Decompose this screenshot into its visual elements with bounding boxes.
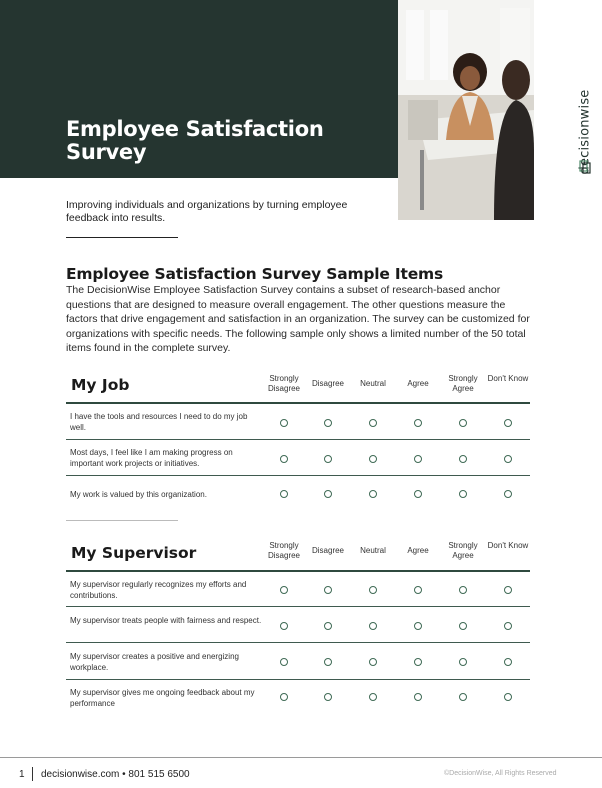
answer-radio[interactable] [504,658,512,666]
question-text: My supervisor treats people with fairness and respect. [70,616,262,625]
answer-radio[interactable] [369,622,377,630]
answer-radio[interactable] [324,455,332,463]
answer-radio[interactable] [504,490,512,498]
answer-radio[interactable] [504,622,512,630]
answer-radio[interactable] [459,455,467,463]
answer-radio[interactable] [369,455,377,463]
answer-radio[interactable] [369,490,377,498]
question-text: My supervisor creates a positive and energizing workplace. [70,652,239,672]
page-number: 1 [19,769,25,780]
row-rule [66,606,530,607]
answer-radio[interactable] [414,622,422,630]
scale-header: Strongly Agree [448,374,478,393]
intro-text: Improving individuals and organizations by turning employee feedback into results. [66,199,348,224]
answer-radio[interactable] [504,586,512,594]
section-description: The DecisionWise Employee Satisfaction Survey contains a subset of research-based anchor questions that are designed to measure overall engagement. The other questions measure the factors that drive engagement and satisfaction in an organization. The survey can be customized for organizations with specific needs. The following sample only shows a limited number of the 50 total items found in the complete survey. [66,284,530,354]
scale-header: Strongly Agree [448,541,478,560]
answer-radio[interactable] [504,419,512,427]
answer-radio[interactable] [459,658,467,666]
answer-radio[interactable] [504,455,512,463]
row-rule [66,439,530,440]
answer-radio[interactable] [369,419,377,427]
group-title: My Supervisor [71,544,197,562]
answer-radio[interactable] [414,490,422,498]
row-rule [66,642,530,643]
header-rule [66,570,530,572]
scale-header: Agree [407,546,429,555]
answer-radio[interactable] [414,419,422,427]
answer-radio[interactable] [324,658,332,666]
answer-radio[interactable] [504,693,512,701]
answer-radio[interactable] [324,693,332,701]
row-rule [66,475,530,476]
scale-header: Strongly Disagree [267,541,300,560]
intro-rule [66,237,178,238]
footer-separator [32,767,33,781]
answer-radio[interactable] [324,419,332,427]
scale-header: Strongly Disagree [267,374,300,393]
answer-radio[interactable] [280,693,288,701]
scale-header: Disagree [311,546,344,555]
footer-rule [0,757,602,758]
scale-header: Neutral [360,546,386,555]
answer-radio[interactable] [280,490,288,498]
answer-radio[interactable] [459,693,467,701]
answer-radio[interactable] [414,586,422,594]
answer-radio[interactable] [280,586,288,594]
office-photo [398,0,534,220]
answer-radio[interactable] [459,419,467,427]
section-divider [66,520,178,521]
answer-radio[interactable] [324,586,332,594]
scale-header: Neutral [360,379,386,388]
answer-radio[interactable] [280,419,288,427]
section-title: Employee Satisfaction Survey Sample Items [66,265,443,283]
question-text: My supervisor regularly recognizes my efforts and contributions. [70,580,247,600]
answer-radio[interactable] [280,658,288,666]
question-text: My supervisor gives me ongoing feedback about my performance [70,688,255,708]
answer-radio[interactable] [369,586,377,594]
brand-logo-icon [579,160,591,174]
header-rule [66,402,530,404]
question-text: Most days, I feel like I am making progress on important work projects or initiatives. [70,448,233,468]
answer-radio[interactable] [324,490,332,498]
answer-radio[interactable] [369,658,377,666]
scale-header: Agree [407,379,429,388]
answer-radio[interactable] [280,622,288,630]
brand-logo-text: decisionwise [577,89,593,175]
answer-radio[interactable] [324,622,332,630]
answer-radio[interactable] [459,622,467,630]
answer-radio[interactable] [414,455,422,463]
answer-radio[interactable] [369,693,377,701]
answer-radio[interactable] [459,586,467,594]
question-text: My work is valued by this organization. [70,490,207,499]
answer-radio[interactable] [414,658,422,666]
page-title: Employee Satisfaction Survey [66,117,324,164]
answer-radio[interactable] [459,490,467,498]
scale-header: Don't Know [487,541,529,550]
row-rule [66,679,530,680]
scale-header: Disagree [311,379,344,388]
copyright: ©DecisionWise, All Rights Reserved [444,770,557,777]
answer-radio[interactable] [414,693,422,701]
answer-radio[interactable] [280,455,288,463]
footer-contact: decisionwise.com • 801 515 6500 [41,769,190,780]
scale-header: Don't Know [487,374,529,383]
question-text: I have the tools and resources I need to do my job well. [70,412,248,432]
group-title: My Job [71,376,130,394]
